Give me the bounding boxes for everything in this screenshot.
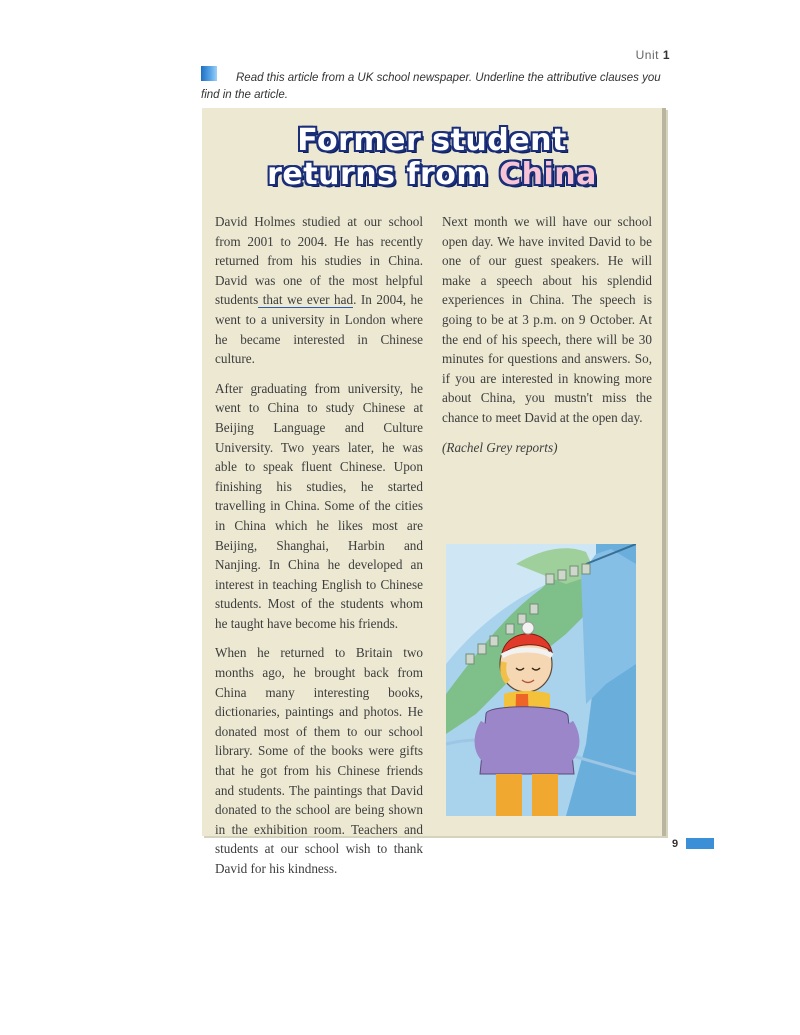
page-number: 9 <box>672 838 679 850</box>
paragraph-1: David Holmes studied at our school from 2001 to 2004. He has recently returned from his studies in China. David was one of the most helpful students that we ever had. In 2004, he went to a university in London where he became interested in Chinese culture. <box>215 214 423 367</box>
paragraph-3: When he returned to Britain two months ago, he brought back from China many interesting books, dictionaries, paintings and photos. He donated most of them to our school library. Some of the books were gifts that he got from his Chinese friends and students. The paintings that David donated to the school are being shown in the exhibition room. Teachers and students at our school wish to thank David for his kindness. <box>215 645 423 876</box>
title-highlight-china: China <box>499 157 597 192</box>
article-column-1 <box>215 212 423 889</box>
article-title <box>202 124 662 192</box>
article-panel <box>202 108 666 876</box>
unit-label: Unit 1 <box>635 48 670 62</box>
underlined-clause: that we ever had <box>258 292 354 308</box>
paragraph-2: After graduating from university, he went to China to study Chinese at Beijing Language and Culture University. Two years later, he was able to speak fluent Chinese. Upon finishing his studies, he started travelling in China. Some of the cities in China which he likes most are Beijing, Shanghai, Harbin and Nanjing. In China he developed an interest in teaching English to Chinese students. Most of the students whom he taught have become his friends. <box>215 380 423 631</box>
title-line-1: Former student <box>297 123 567 158</box>
title-line-2: returns from China <box>267 157 597 192</box>
byline: (Rachel Grey reports) <box>442 439 558 455</box>
instruction-text: Read this article from a UK school newspaper. Underline the attributive clauses you find in the article. <box>201 72 661 101</box>
great-wall-illustration <box>446 544 636 816</box>
paragraph-4: Next month we will have our school open day. We have invited David to be one of our guest speakers. He will make a speech about his splendid experiences in China. The speech is going to be at 3 p.m. on 9 October. At the end of his speech, there will be 30 minutes for questions and answers. So, if you are interested in knowing more about China, you mustn't miss the chance to meet David at the open day. <box>442 214 652 425</box>
page-number-bar <box>686 838 714 849</box>
article-column-2 <box>442 212 652 467</box>
